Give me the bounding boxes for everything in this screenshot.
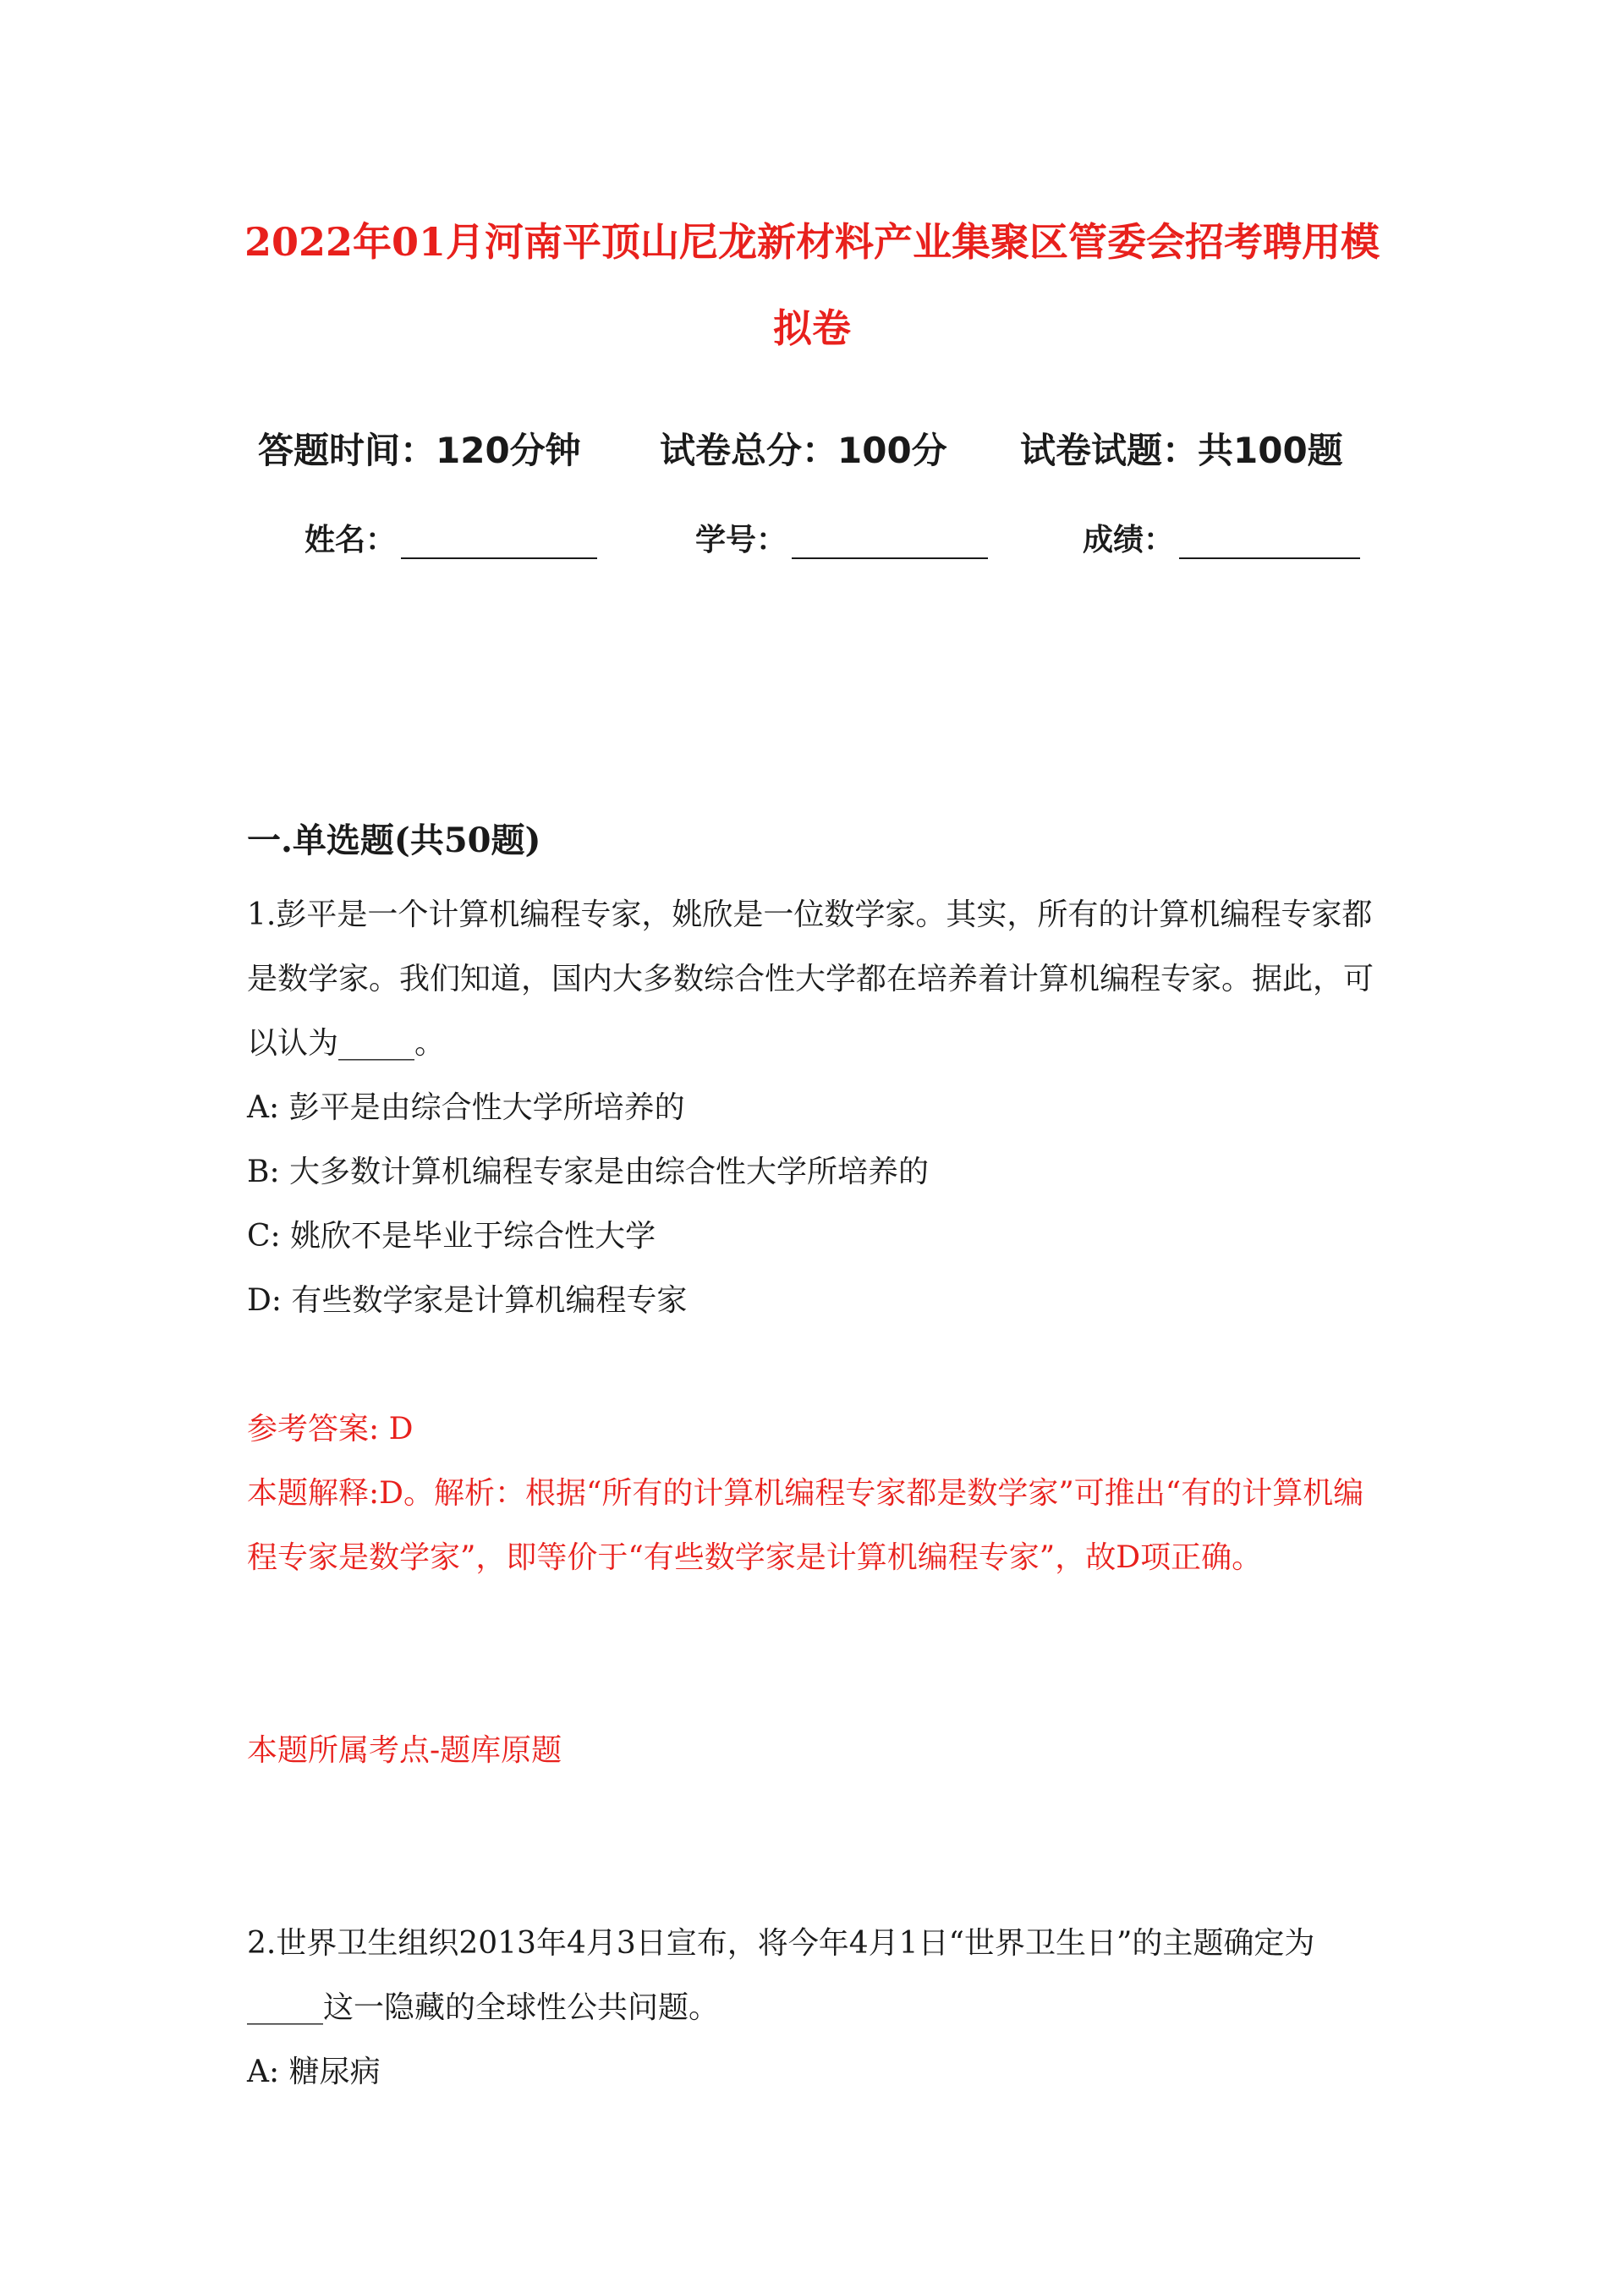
exam-time: 答题时间：120分钟 — [258, 430, 581, 471]
exam-title-line1: 2022年01月河南平顶山尼龙新材料产业集聚区管委会招考聘用模 — [244, 219, 1380, 265]
student-id-label: 学号： — [695, 523, 787, 557]
question-1-option-d: D: 有些数学家是计算机编程专家 — [247, 1283, 688, 1318]
name-blank-line — [401, 524, 597, 559]
question-1-explanation: 本题解释:D。解析：根据“所有的计算机编程专家都是数学家”可推出“有的计算机编程专家是数学家”，即等价于“有些数学家是计算机编程专家”，故D项正确。 — [247, 1476, 1364, 1575]
exam-title-line2: 拟卷 — [773, 305, 851, 351]
question-2-option-a: A: 糖尿病 — [247, 2055, 381, 2089]
student-id-field — [695, 516, 988, 559]
grade-label: 成绩： — [1083, 523, 1175, 557]
name-field — [304, 516, 597, 559]
student-info-row — [304, 516, 1404, 567]
section-heading: 一.单选题(共50题) — [247, 820, 541, 860]
exam-total-score: 试卷总分：100分 — [660, 430, 947, 471]
exam-question-count: 试卷试题：共100题 — [1020, 430, 1343, 471]
question-1-option-b: B: 大多数计算机编程专家是由综合性大学所培养的 — [247, 1155, 930, 1189]
grade-field — [1083, 516, 1360, 559]
question-1-option-a: A: 彭平是由综合性大学所培养的 — [247, 1090, 685, 1125]
grade-blank-line — [1179, 524, 1360, 559]
name-label: 姓名： — [304, 523, 397, 557]
question-1-stem: 1.彭平是一个计算机编程专家，姚欣是一位数学家。其实，所有的计算机编程专家都是数学家。我们知道，国内大多数综合性大学都在培养着计算机编程专家。据此，可以认为_____。 — [247, 897, 1374, 1061]
student-id-blank-line — [792, 524, 988, 559]
question-2-stem: 2.世界卫生组织2013年4月3日宣布，将今年4月1日“世界卫生日”的主题确定为_____这一隐藏的全球性公共问题。 — [247, 1926, 1315, 2025]
question-1-answer: 参考答案: D — [247, 1412, 414, 1446]
question-1-option-c: C: 姚欣不是毕业于综合性大学 — [247, 1219, 656, 1254]
question-1-knowledge-point: 本题所属考点-题库原题 — [247, 1733, 562, 1768]
